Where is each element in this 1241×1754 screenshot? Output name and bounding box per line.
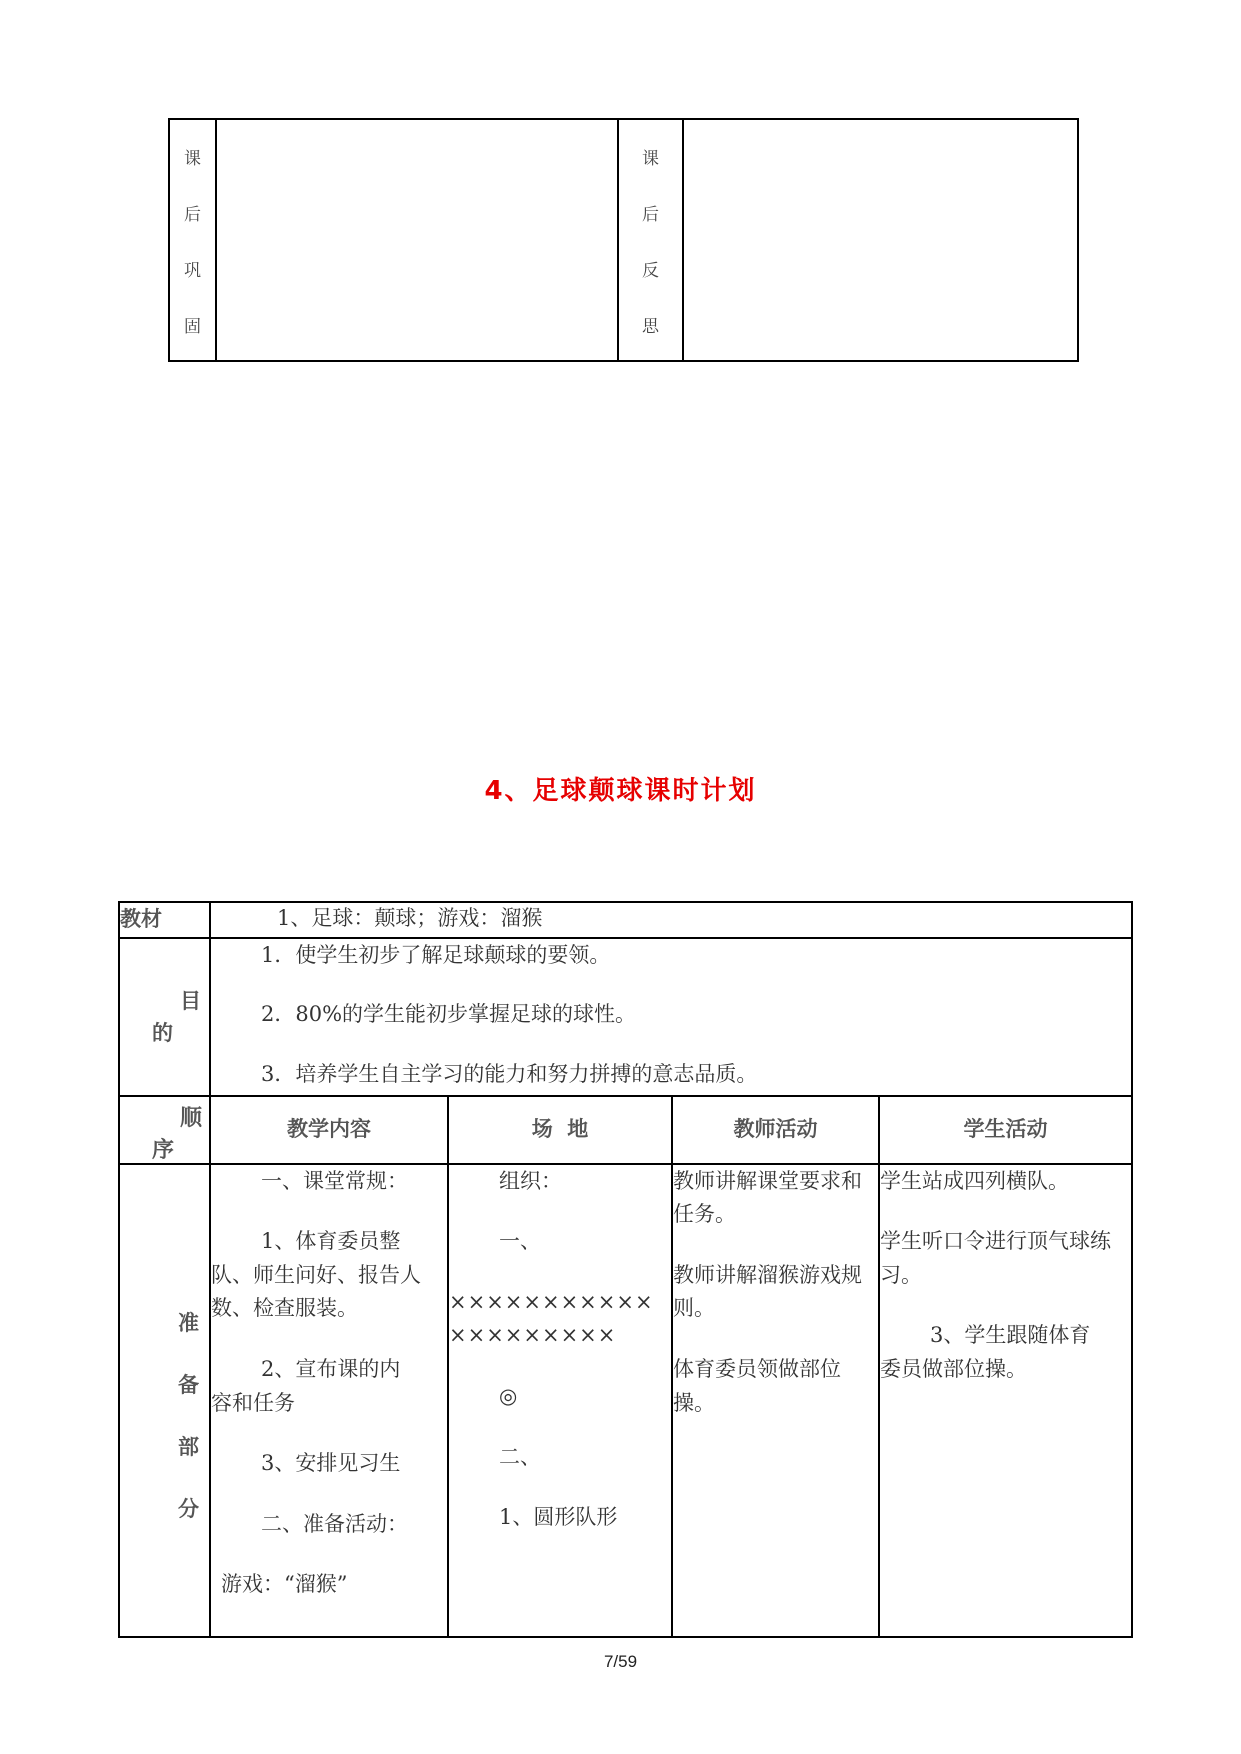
lesson-plan-table	[118, 901, 1133, 1638]
header-teacher: 教师活动	[672, 1096, 879, 1164]
goal-item: 3．培养学生自主学习的能力和努力拼搏的意志品质。	[261, 1061, 758, 1086]
header-venue-text: 场 地	[531, 1116, 589, 1141]
label-char: 后	[642, 204, 659, 225]
venue-line: 组织：	[499, 1168, 562, 1193]
content-line: 2、宣布课的内	[261, 1356, 401, 1381]
student-line: 委员做部位操。	[880, 1356, 1027, 1381]
label-char: 巩	[184, 260, 201, 281]
student-line: 学生听口令进行顶气球练习。	[880, 1229, 1111, 1287]
prep-teacher-cell	[672, 1164, 879, 1637]
student-line: 学生站成四列横队。	[880, 1168, 1069, 1193]
prep-label-char: 部	[178, 1434, 199, 1459]
header-content: 教学内容	[210, 1096, 448, 1164]
material-label: 教材	[119, 902, 210, 938]
page-number: 7/59	[603, 1652, 638, 1671]
label-char: 课	[184, 148, 201, 169]
formation-crosses: ××××××××××××××××××××	[449, 1289, 654, 1348]
lesson-title: 4、足球颠球课时计划	[484, 776, 757, 806]
consolidation-label-cell	[169, 119, 216, 361]
header-sequence-char: 序	[152, 1137, 175, 1163]
header-sequence	[119, 1096, 210, 1164]
prep-section-label	[119, 1164, 210, 1637]
prep-content-cell	[210, 1164, 448, 1637]
prep-label-char: 分	[178, 1496, 199, 1521]
consolidation-content-cell	[216, 119, 618, 361]
goal-item: 1．使学生初步了解足球颠球的要领。	[261, 942, 611, 967]
label-char: 思	[642, 316, 659, 337]
content-line: 1、体育委员整	[261, 1229, 401, 1254]
prep-student-cell	[879, 1164, 1132, 1637]
goal-label-char: 目	[180, 988, 201, 1013]
label-char: 后	[184, 204, 201, 225]
reflection-table	[168, 118, 1079, 362]
teacher-line: 教师讲解溜猴游戏规则。	[673, 1262, 862, 1321]
header-student: 学生活动	[879, 1096, 1132, 1164]
label-char: 课	[642, 148, 659, 169]
teacher-line: 教师讲解课堂要求和任务。	[673, 1168, 862, 1227]
content-line: 二、准备活动：	[261, 1511, 408, 1536]
content-line: 容和任务	[211, 1390, 295, 1415]
reflection-label-cell	[618, 119, 683, 361]
teacher-position-mark: ◎	[499, 1383, 518, 1408]
prep-venue-cell	[448, 1164, 672, 1637]
prep-label-char: 备	[178, 1372, 199, 1397]
label-char: 反	[642, 260, 659, 281]
content-line: 队、师生问好、报告人数、检查服装。	[211, 1262, 421, 1321]
venue-line: 1、圆形队形	[499, 1505, 618, 1530]
header-sequence-char: 顺	[180, 1105, 203, 1131]
content-line: 3、安排见习生	[261, 1451, 401, 1476]
label-char: 固	[184, 316, 201, 337]
reflection-content-cell	[683, 119, 1078, 361]
material-text: 1、足球：颠球；游戏：溜猴	[210, 902, 1132, 938]
student-line: 3、学生跟随体育	[930, 1323, 1091, 1348]
content-line: 一、课堂常规：	[261, 1168, 408, 1193]
goal-label-char: 的	[152, 1020, 173, 1045]
content-line: 游戏：“溜猴”	[221, 1572, 348, 1597]
header-venue	[448, 1096, 672, 1164]
goal-label-cell	[119, 938, 210, 1096]
goal-item: 2．80%的学生能初步掌握足球的球性。	[261, 1002, 637, 1027]
goal-list	[210, 938, 1132, 1096]
venue-line: 一、	[499, 1229, 541, 1254]
prep-label-char: 准	[178, 1310, 199, 1335]
teacher-line: 体育委员领做部位操。	[673, 1356, 841, 1415]
venue-line: 二、	[499, 1444, 541, 1469]
